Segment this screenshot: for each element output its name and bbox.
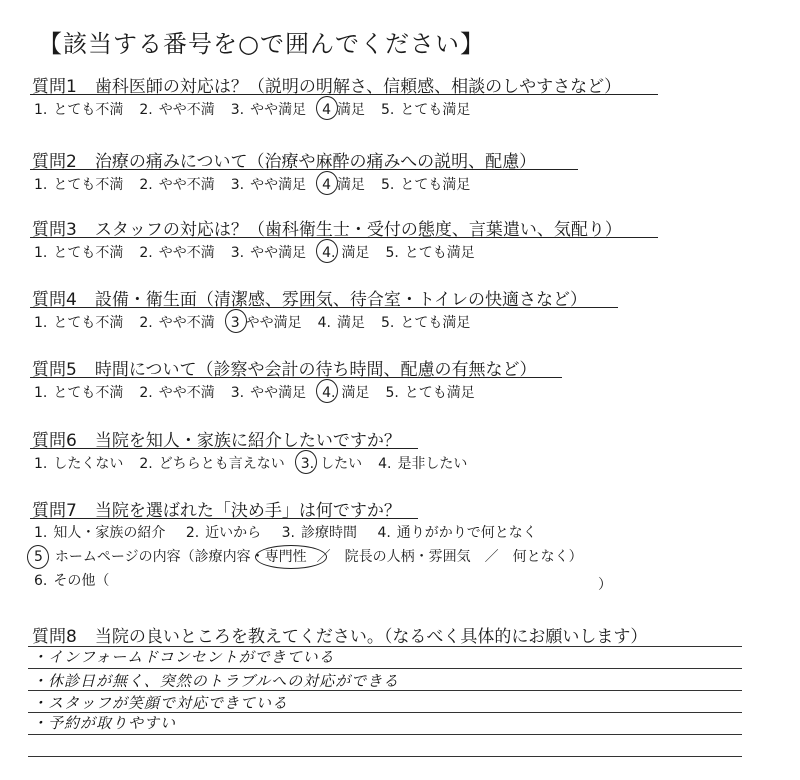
option-4[interactable]: 4 満足 (322, 99, 365, 119)
question-text: 当院を選ばれた「決め手」は何ですか？ (94, 501, 401, 521)
option-5[interactable]: 5. とても満足 (381, 177, 471, 193)
question-number: 質問3 (32, 220, 77, 240)
instruction-header: 【該当する番号を○で囲んでください】 (38, 30, 485, 58)
question-number: 質問5 (32, 360, 77, 380)
option-5[interactable]: 5. とても満足 (385, 245, 475, 261)
question-7-options-row-1 (34, 522, 553, 542)
question-number: 質問2 (32, 152, 77, 172)
question-text: 当院の良いところを教えてください。（なるべく具体的にお願いします） (94, 627, 648, 647)
option-1[interactable]: 1. とても不満 (34, 102, 124, 118)
question-underline (30, 448, 418, 449)
option-4[interactable]: 4. 満足 (322, 242, 369, 262)
option-4[interactable]: 4. 満足 (322, 382, 369, 402)
answer-line (28, 668, 742, 669)
question-6-options (34, 453, 483, 473)
question-underline (30, 169, 578, 170)
handwritten-answer-2: ・休診日が無く、突然のトラブルへの対応ができる (32, 672, 400, 690)
option-5[interactable]: 5 (34, 549, 49, 565)
question-text: 歯科医師の対応は？（説明の明解さ、信頼感、相談のしやすさなど） (94, 77, 622, 97)
option-1[interactable]: 1. とても不満 (34, 385, 124, 401)
option-3[interactable]: 3. やや満足 (230, 177, 307, 193)
other-close-paren: ） (598, 577, 612, 593)
option-4[interactable]: 4. 満足 (317, 315, 365, 331)
option-3[interactable]: 3. 診療時間 (281, 525, 357, 541)
answer-line (28, 690, 742, 691)
question-5-options (34, 382, 491, 402)
option-1[interactable]: 1. したくない (34, 456, 124, 472)
question-number: 質問6 (32, 431, 77, 451)
option-5-label: ホームページの内容（診療内容・ (54, 549, 265, 565)
question-text: 当院を知人・家族に紹介したいですか？ (94, 431, 401, 451)
option-4[interactable]: 4 満足 (322, 174, 365, 194)
option-1[interactable]: 1. とても不満 (34, 177, 124, 193)
handwritten-answer-4: ・予約が取りやすい (32, 714, 177, 732)
question-text: 時間について（診察や会計の待ち時間、配慮の有無など） (94, 360, 537, 380)
question-7-options-row-3 (34, 570, 612, 593)
handwritten-answer-3: ・スタッフが笑顔で対応できている (32, 694, 289, 712)
question-number: 質問4 (32, 290, 77, 310)
question-4-options (34, 312, 486, 332)
question-7-options-row-2 (34, 546, 583, 566)
option-2[interactable]: 2. どちらとも言えない (139, 456, 285, 472)
option-1[interactable]: 1. とても不満 (34, 315, 124, 331)
option-3[interactable]: 3 やや満足 (231, 312, 302, 332)
answer-line (28, 734, 742, 735)
question-number: 質問8 (32, 627, 77, 647)
option-2[interactable]: 2. やや不満 (139, 245, 215, 261)
question-underline (30, 377, 562, 378)
option-5[interactable]: 5. とても満足 (381, 315, 471, 331)
question-2-options (34, 174, 486, 194)
question-underline (30, 94, 658, 95)
option-2[interactable]: 2. やや不満 (139, 177, 215, 193)
question-1-options (34, 99, 486, 119)
option-3[interactable]: 3. やや満足 (230, 385, 307, 401)
option-4[interactable]: 4. 通りがかりで何となく (377, 525, 537, 541)
handwritten-answer-1: ・インフォームドコンセントができている (32, 648, 335, 666)
question-text: スタッフの対応は？（歯科衛生士・受付の態度、言葉遣い、気配り） (94, 220, 622, 240)
option-4[interactable]: 4. 是非したい (378, 456, 468, 472)
question-number: 質問1 (32, 77, 77, 97)
option-1[interactable]: 1. とても不満 (34, 245, 124, 261)
option-5[interactable]: 5. とても満足 (385, 385, 475, 401)
option-5-rest: ／ 院長の人柄・雰囲気 ／ 何となく） (316, 549, 583, 565)
option-5[interactable]: 5. とても満足 (381, 102, 471, 118)
question-text: 治療の痛みについて（治療や麻酔の痛みへの説明、配慮） (94, 152, 537, 172)
option-5-circled-item[interactable]: 専門性 (265, 549, 307, 565)
question-number: 質問7 (32, 501, 77, 521)
question-underline (30, 307, 618, 308)
question-8-title (32, 622, 647, 647)
option-2[interactable]: 2. やや不満 (139, 385, 215, 401)
question-underline (30, 237, 658, 238)
option-2[interactable]: 2. やや不満 (139, 102, 215, 118)
question-underline (30, 518, 418, 519)
answer-line (28, 756, 742, 757)
option-2[interactable]: 2. 近いから (185, 525, 262, 541)
option-6[interactable]: 6. その他（ (34, 573, 110, 589)
option-3[interactable]: 3. やや満足 (230, 102, 307, 118)
option-2[interactable]: 2. やや不満 (139, 315, 215, 331)
option-3[interactable]: 3. したい (301, 453, 362, 473)
question-3-options (34, 242, 491, 262)
question-text: 設備・衛生面（清潔感、雰囲気、待合室・トイレの快適さなど） (94, 290, 587, 310)
option-1[interactable]: 1. 知人・家族の紹介 (34, 525, 166, 541)
option-3[interactable]: 3. やや満足 (230, 245, 307, 261)
